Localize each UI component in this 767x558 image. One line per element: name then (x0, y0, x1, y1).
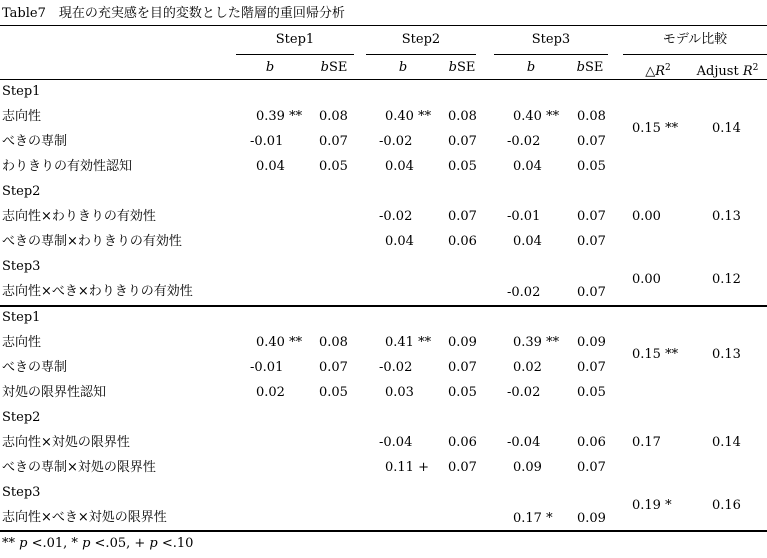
cell-b: 0.09 (513, 460, 542, 475)
cell-b: -0.02 (379, 134, 413, 149)
cell-se: 0.05 (577, 159, 606, 174)
model-adjust-r2: 0.14 (712, 435, 741, 450)
cell-b: 0.02 (256, 385, 285, 400)
cell-b: 0.40 ** (513, 109, 560, 124)
row-label: 対処の限界性認知 (2, 385, 107, 400)
cell-se: 0.07 (319, 360, 348, 375)
cell-b: 0.02 (513, 360, 542, 375)
cell-se: 0.07 (577, 360, 606, 375)
cell-se: 0.06 (448, 435, 477, 450)
cell-b: -0.02 (379, 360, 413, 375)
cell-b: 0.39 ** (256, 109, 303, 124)
header-model-comparison: モデル比較 (662, 32, 728, 47)
row-label: わりきりの有効性認知 (2, 159, 133, 174)
cell-se: 0.06 (448, 234, 477, 249)
row-label: べきの専制 (2, 134, 68, 149)
cell-se: 0.09 (448, 335, 477, 350)
row-label: 志向性 (2, 335, 42, 350)
cell-b: 0.04 (385, 234, 414, 249)
header-b-step1: b (265, 60, 275, 75)
block-a-step1-label: Step1 (2, 84, 41, 99)
row-label: 志向性×べき×わりきりの有効性 (2, 284, 193, 299)
cell-se: 0.05 (577, 385, 606, 400)
model-delta-r2: 0.17 (632, 435, 661, 450)
cell-se: 0.08 (577, 109, 606, 124)
block-a-step2-label: Step2 (2, 184, 41, 199)
step3-underline (494, 54, 608, 55)
header-adjust-r2: Adjust $R^2$ (696, 63, 759, 79)
cell-b: -0.02 (507, 385, 541, 400)
model-adjust-r2: 0.12 (712, 272, 741, 287)
header-step2: Step2 (401, 32, 441, 47)
model-delta-r2: 0.00 (632, 209, 661, 224)
bottom-rule (0, 530, 767, 532)
row-label: べきの専制×わりきりの有効性 (2, 234, 182, 249)
cell-se: 0.07 (448, 360, 477, 375)
block-b-step2-label: Step2 (2, 410, 41, 425)
cell-se: 0.07 (577, 460, 606, 475)
cell-b: -0.01 (250, 134, 284, 149)
cell-se: 0.08 (319, 335, 348, 350)
row-label: べきの専制×対処の限界性 (2, 460, 156, 475)
cell-b: -0.01 (250, 360, 284, 375)
header-bse-step1: bSE (320, 60, 348, 75)
cell-se: 0.07 (577, 134, 606, 149)
cell-se: 0.07 (448, 460, 477, 475)
cell-b: 0.04 (513, 234, 542, 249)
cell-se: 0.07 (319, 134, 348, 149)
cell-b: 0.04 (385, 159, 414, 174)
row-label: 志向性×べき×対処の限界性 (2, 510, 167, 525)
cell-se: 0.07 (448, 209, 477, 224)
cell-se: 0.05 (319, 385, 348, 400)
model-underline (623, 54, 767, 55)
header-step3: Step3 (531, 32, 571, 47)
cell-b: 0.39 ** (513, 335, 560, 350)
cell-b: -0.01 (507, 209, 541, 224)
cell-b: -0.02 (507, 285, 541, 300)
row-label: 志向性×わりきりの有効性 (2, 209, 156, 224)
header-step1: Step1 (275, 32, 315, 47)
block-a-step3-label: Step3 (2, 259, 41, 274)
cell-se: 0.07 (577, 285, 606, 300)
block-b-step3-label: Step3 (2, 485, 41, 500)
model-delta-r2: 0.19 * (632, 498, 672, 513)
cell-se: 0.08 (319, 109, 348, 124)
model-delta-r2: 0.15 ** (632, 121, 679, 136)
model-adjust-r2: 0.13 (712, 347, 741, 362)
cell-b: 0.40 ** (385, 109, 432, 124)
cell-b: 0.40 ** (256, 335, 303, 350)
cell-b: 0.04 (256, 159, 285, 174)
table-caption: Table7 現在の充実感を目的変数とした階層的重回帰分析 (2, 6, 345, 21)
model-delta-r2: 0.00 (632, 272, 661, 287)
row-label: 志向性×対処の限界性 (2, 435, 130, 450)
model-adjust-r2: 0.16 (712, 498, 741, 513)
cell-se: 0.06 (577, 435, 606, 450)
model-adjust-r2: 0.13 (712, 209, 741, 224)
cell-se: 0.09 (577, 335, 606, 350)
cell-b: 0.17 * (513, 511, 553, 526)
header-bse-step2: bSE (448, 60, 476, 75)
cell-se: 0.09 (577, 511, 606, 526)
row-label: べきの専制 (2, 360, 68, 375)
cell-b: -0.04 (379, 435, 413, 450)
cell-se: 0.08 (448, 109, 477, 124)
row-label: 志向性 (2, 109, 42, 124)
cell-se: 0.07 (577, 209, 606, 224)
header-delta-r2: $\triangle R^2$ (645, 63, 671, 79)
cell-b: -0.02 (507, 134, 541, 149)
model-adjust-r2: 0.14 (712, 121, 741, 136)
header-b-step3: b (526, 60, 536, 75)
cell-b: -0.04 (507, 435, 541, 450)
cell-b: 0.41 ** (385, 335, 432, 350)
cell-b: 0.04 (513, 159, 542, 174)
block-b-step1-label: Step1 (2, 310, 41, 325)
top-rule (0, 25, 767, 26)
cell-b: -0.02 (379, 209, 413, 224)
cell-b: 0.03 (385, 385, 414, 400)
significance-note: ** p <.01, * p <.05, + p <.10 (2, 536, 194, 551)
cell-b: 0.11 + (385, 460, 429, 475)
cell-se: 0.07 (448, 134, 477, 149)
cell-se: 0.05 (448, 159, 477, 174)
step2-underline (366, 54, 476, 55)
header-bse-step3: bSE (576, 60, 604, 75)
cell-se: 0.05 (319, 159, 348, 174)
cell-se: 0.07 (577, 234, 606, 249)
block-separator-rule (0, 305, 767, 307)
model-delta-r2: 0.15 ** (632, 347, 679, 362)
step1-underline (236, 54, 354, 55)
cell-se: 0.05 (448, 385, 477, 400)
header-b-step2: b (398, 60, 408, 75)
